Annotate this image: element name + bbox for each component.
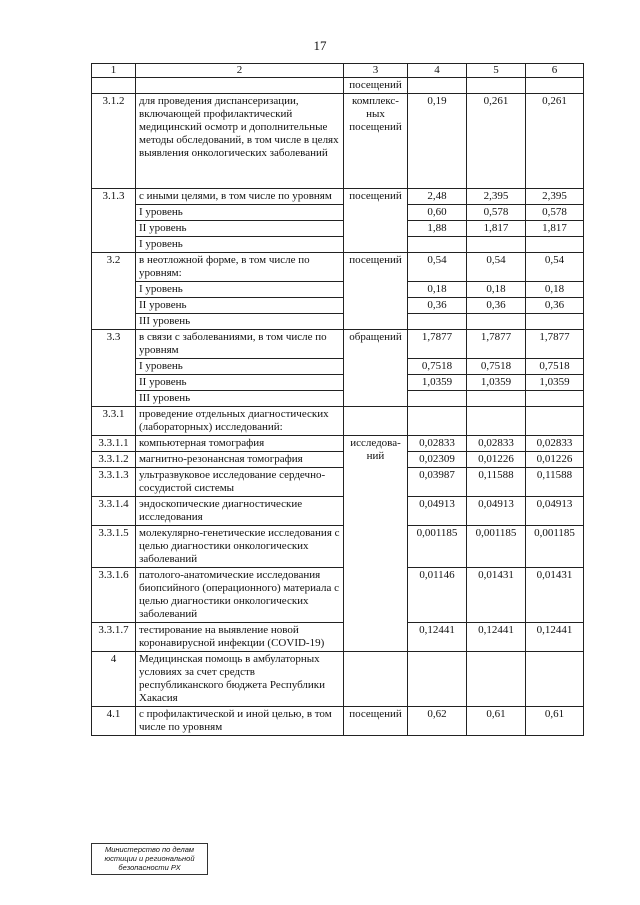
row-description: проведение отдельных диагностических (лабораторных) исследований: xyxy=(136,407,344,436)
table-row xyxy=(92,78,584,94)
row-number: 3.3.1.2 xyxy=(92,452,136,468)
value-cell: 0,01431 xyxy=(526,568,584,623)
table-row xyxy=(92,652,584,707)
table-row xyxy=(92,568,584,623)
row-description: II уровень xyxy=(136,298,344,314)
value-cell: 0,18 xyxy=(526,282,584,298)
row-description: II уровень xyxy=(136,375,344,391)
value-cell: 0,04913 xyxy=(526,497,584,526)
value-cell: 2,395 xyxy=(526,189,584,205)
header-cell: 1 xyxy=(92,64,136,78)
unit-cell: комплекс-ных посещений xyxy=(344,94,408,189)
unit-cell: обращений xyxy=(344,330,408,407)
value-cell: 1,7877 xyxy=(526,330,584,359)
table-row xyxy=(92,298,584,314)
stamp-line: Министерство по делам xyxy=(104,845,195,854)
value-cell: 1,0359 xyxy=(467,375,526,391)
unit-cell: исследова-ний xyxy=(344,436,408,652)
data-table xyxy=(91,63,584,736)
value-cell: 1,88 xyxy=(408,221,467,237)
value-cell: 1,817 xyxy=(526,221,584,237)
table-row xyxy=(92,623,584,652)
row-description: патолого-анатомические исследования биопсийного (операционного) материала с целью диагностики онкологических заболеваний xyxy=(136,568,344,623)
value-cell: 0,02833 xyxy=(467,436,526,452)
table-row xyxy=(92,189,584,205)
table-row xyxy=(92,253,584,282)
value-cell: 0,12441 xyxy=(526,623,584,652)
value-cell: 0,01146 xyxy=(408,568,467,623)
table-row xyxy=(92,526,584,568)
row-number: 3.3.1.6 xyxy=(92,568,136,623)
row-description: I уровень xyxy=(136,359,344,375)
row-number: 3.3.1.1 xyxy=(92,436,136,452)
table-row xyxy=(92,205,584,221)
row-number: 3.3.1 xyxy=(92,407,136,436)
value-cell: 0,61 xyxy=(467,707,526,736)
value-cell: 0,36 xyxy=(408,298,467,314)
row-number: 4.1 xyxy=(92,707,136,736)
header-row xyxy=(92,64,584,78)
row-description: молекулярно-генетические исследования с целью диагностики онкологических заболеваний xyxy=(136,526,344,568)
value-cell: 0,03987 xyxy=(408,468,467,497)
page-number: 17 xyxy=(313,38,327,53)
value-cell: 0,7518 xyxy=(467,359,526,375)
unit-cell: посещений xyxy=(344,253,408,330)
row-number: 3.3.1.5 xyxy=(92,526,136,568)
value-cell: 0,61 xyxy=(526,707,584,736)
value-cell: 0,02833 xyxy=(526,436,584,452)
row-number: 3.2 xyxy=(92,253,136,330)
value-cell: 0,04913 xyxy=(467,497,526,526)
row-number: 4 xyxy=(92,652,136,707)
value-cell: 0,7518 xyxy=(526,359,584,375)
value-cell: 0,62 xyxy=(408,707,467,736)
unit-cell: посещений xyxy=(344,189,408,253)
row-description: в неотложной форме, в том числе по уровням: xyxy=(136,253,344,282)
header-cell: 5 xyxy=(467,64,526,78)
row-number: 3.3 xyxy=(92,330,136,407)
value-cell: 0,54 xyxy=(408,253,467,282)
value-cell: 1,817 xyxy=(467,221,526,237)
row-description: II уровень xyxy=(136,221,344,237)
value-cell: 0,261 xyxy=(467,94,526,189)
value-cell: 0,01226 xyxy=(526,452,584,468)
row-description: эндоскопические диагностические исследования xyxy=(136,497,344,526)
table-row xyxy=(92,94,584,189)
value-cell: 0,04913 xyxy=(408,497,467,526)
row-description: с иными целями, в том числе по уровням xyxy=(136,189,344,205)
value-cell: 1,0359 xyxy=(526,375,584,391)
header-cell: 3 xyxy=(344,64,408,78)
table-row xyxy=(92,282,584,298)
row-number: 3.3.1.4 xyxy=(92,497,136,526)
row-description: с профилактической и иной целью, в том числе по уровням xyxy=(136,707,344,736)
unit-cell: посещений xyxy=(344,707,408,736)
table-row xyxy=(92,407,584,436)
value-cell: 1,7877 xyxy=(467,330,526,359)
table-row xyxy=(92,314,584,330)
stamp-line: безопасности РХ xyxy=(118,863,181,872)
table-row xyxy=(92,221,584,237)
value-cell: 2,48 xyxy=(408,189,467,205)
registration-stamp xyxy=(91,843,208,875)
row-description: ультразвуковое исследование сердечно-сосудистой системы xyxy=(136,468,344,497)
value-cell: 0,54 xyxy=(526,253,584,282)
row-description: для проведения диспансеризации, включающей профилактический медицинский осмотр и дополнительные методы обследований, в том числе в целях выявления онкологических заболеваний xyxy=(136,94,344,189)
row-number: 3.3.1.7 xyxy=(92,623,136,652)
value-cell: 0,11588 xyxy=(467,468,526,497)
value-cell: 0,11588 xyxy=(526,468,584,497)
table-row xyxy=(92,452,584,468)
value-cell: 0,001185 xyxy=(408,526,467,568)
value-cell: 0,12441 xyxy=(467,623,526,652)
table-row xyxy=(92,468,584,497)
value-cell: 0,01226 xyxy=(467,452,526,468)
table-row xyxy=(92,391,584,407)
value-cell: 2,395 xyxy=(467,189,526,205)
row-number: 3.1.2 xyxy=(92,94,136,189)
table-row xyxy=(92,330,584,359)
value-cell: 0,12441 xyxy=(408,623,467,652)
value-cell: 0,60 xyxy=(408,205,467,221)
value-cell: 0,18 xyxy=(467,282,526,298)
row-description: I уровень xyxy=(136,237,344,253)
header-cell: 6 xyxy=(526,64,584,78)
value-cell: 0,578 xyxy=(526,205,584,221)
row-description: III уровень xyxy=(136,391,344,407)
value-cell: 0,01431 xyxy=(467,568,526,623)
value-cell: 0,02309 xyxy=(408,452,467,468)
row-description: компьютерная томография xyxy=(136,436,344,452)
value-cell: 0,261 xyxy=(526,94,584,189)
row-description: магнитно-резонансная томография xyxy=(136,452,344,468)
row-number: 3.1.3 xyxy=(92,189,136,253)
table-row xyxy=(92,237,584,253)
table-row xyxy=(92,707,584,736)
value-cell: 0,18 xyxy=(408,282,467,298)
row-description: тестирование на выявление новой коронавирусной инфекции (COVID-19) xyxy=(136,623,344,652)
value-cell: 0,36 xyxy=(526,298,584,314)
value-cell: 0,001185 xyxy=(526,526,584,568)
table-row xyxy=(92,497,584,526)
table-row xyxy=(92,359,584,375)
value-cell: 0,578 xyxy=(467,205,526,221)
value-cell: 0,001185 xyxy=(467,526,526,568)
row-description: I уровень xyxy=(136,205,344,221)
value-cell: 0,36 xyxy=(467,298,526,314)
value-cell: 1,7877 xyxy=(408,330,467,359)
value-cell: 0,19 xyxy=(408,94,467,189)
row-description: III уровень xyxy=(136,314,344,330)
value-cell: 0,54 xyxy=(467,253,526,282)
value-cell: 0,7518 xyxy=(408,359,467,375)
header-cell: 4 xyxy=(408,64,467,78)
unit-cell: посещений xyxy=(344,78,408,94)
row-description: Медицинская помощь в амбулаторных условиях за счет средств республиканского бюджета Республики Хакасия xyxy=(136,652,344,707)
row-number: 3.3.1.3 xyxy=(92,468,136,497)
value-cell: 1,0359 xyxy=(408,375,467,391)
table-row xyxy=(92,436,584,452)
header-cell: 2 xyxy=(136,64,344,78)
stamp-line: юстиции и региональной xyxy=(104,854,195,863)
row-description: I уровень xyxy=(136,282,344,298)
row-description: в связи с заболеваниями, в том числе по уровням xyxy=(136,330,344,359)
table-row xyxy=(92,375,584,391)
value-cell: 0,02833 xyxy=(408,436,467,452)
